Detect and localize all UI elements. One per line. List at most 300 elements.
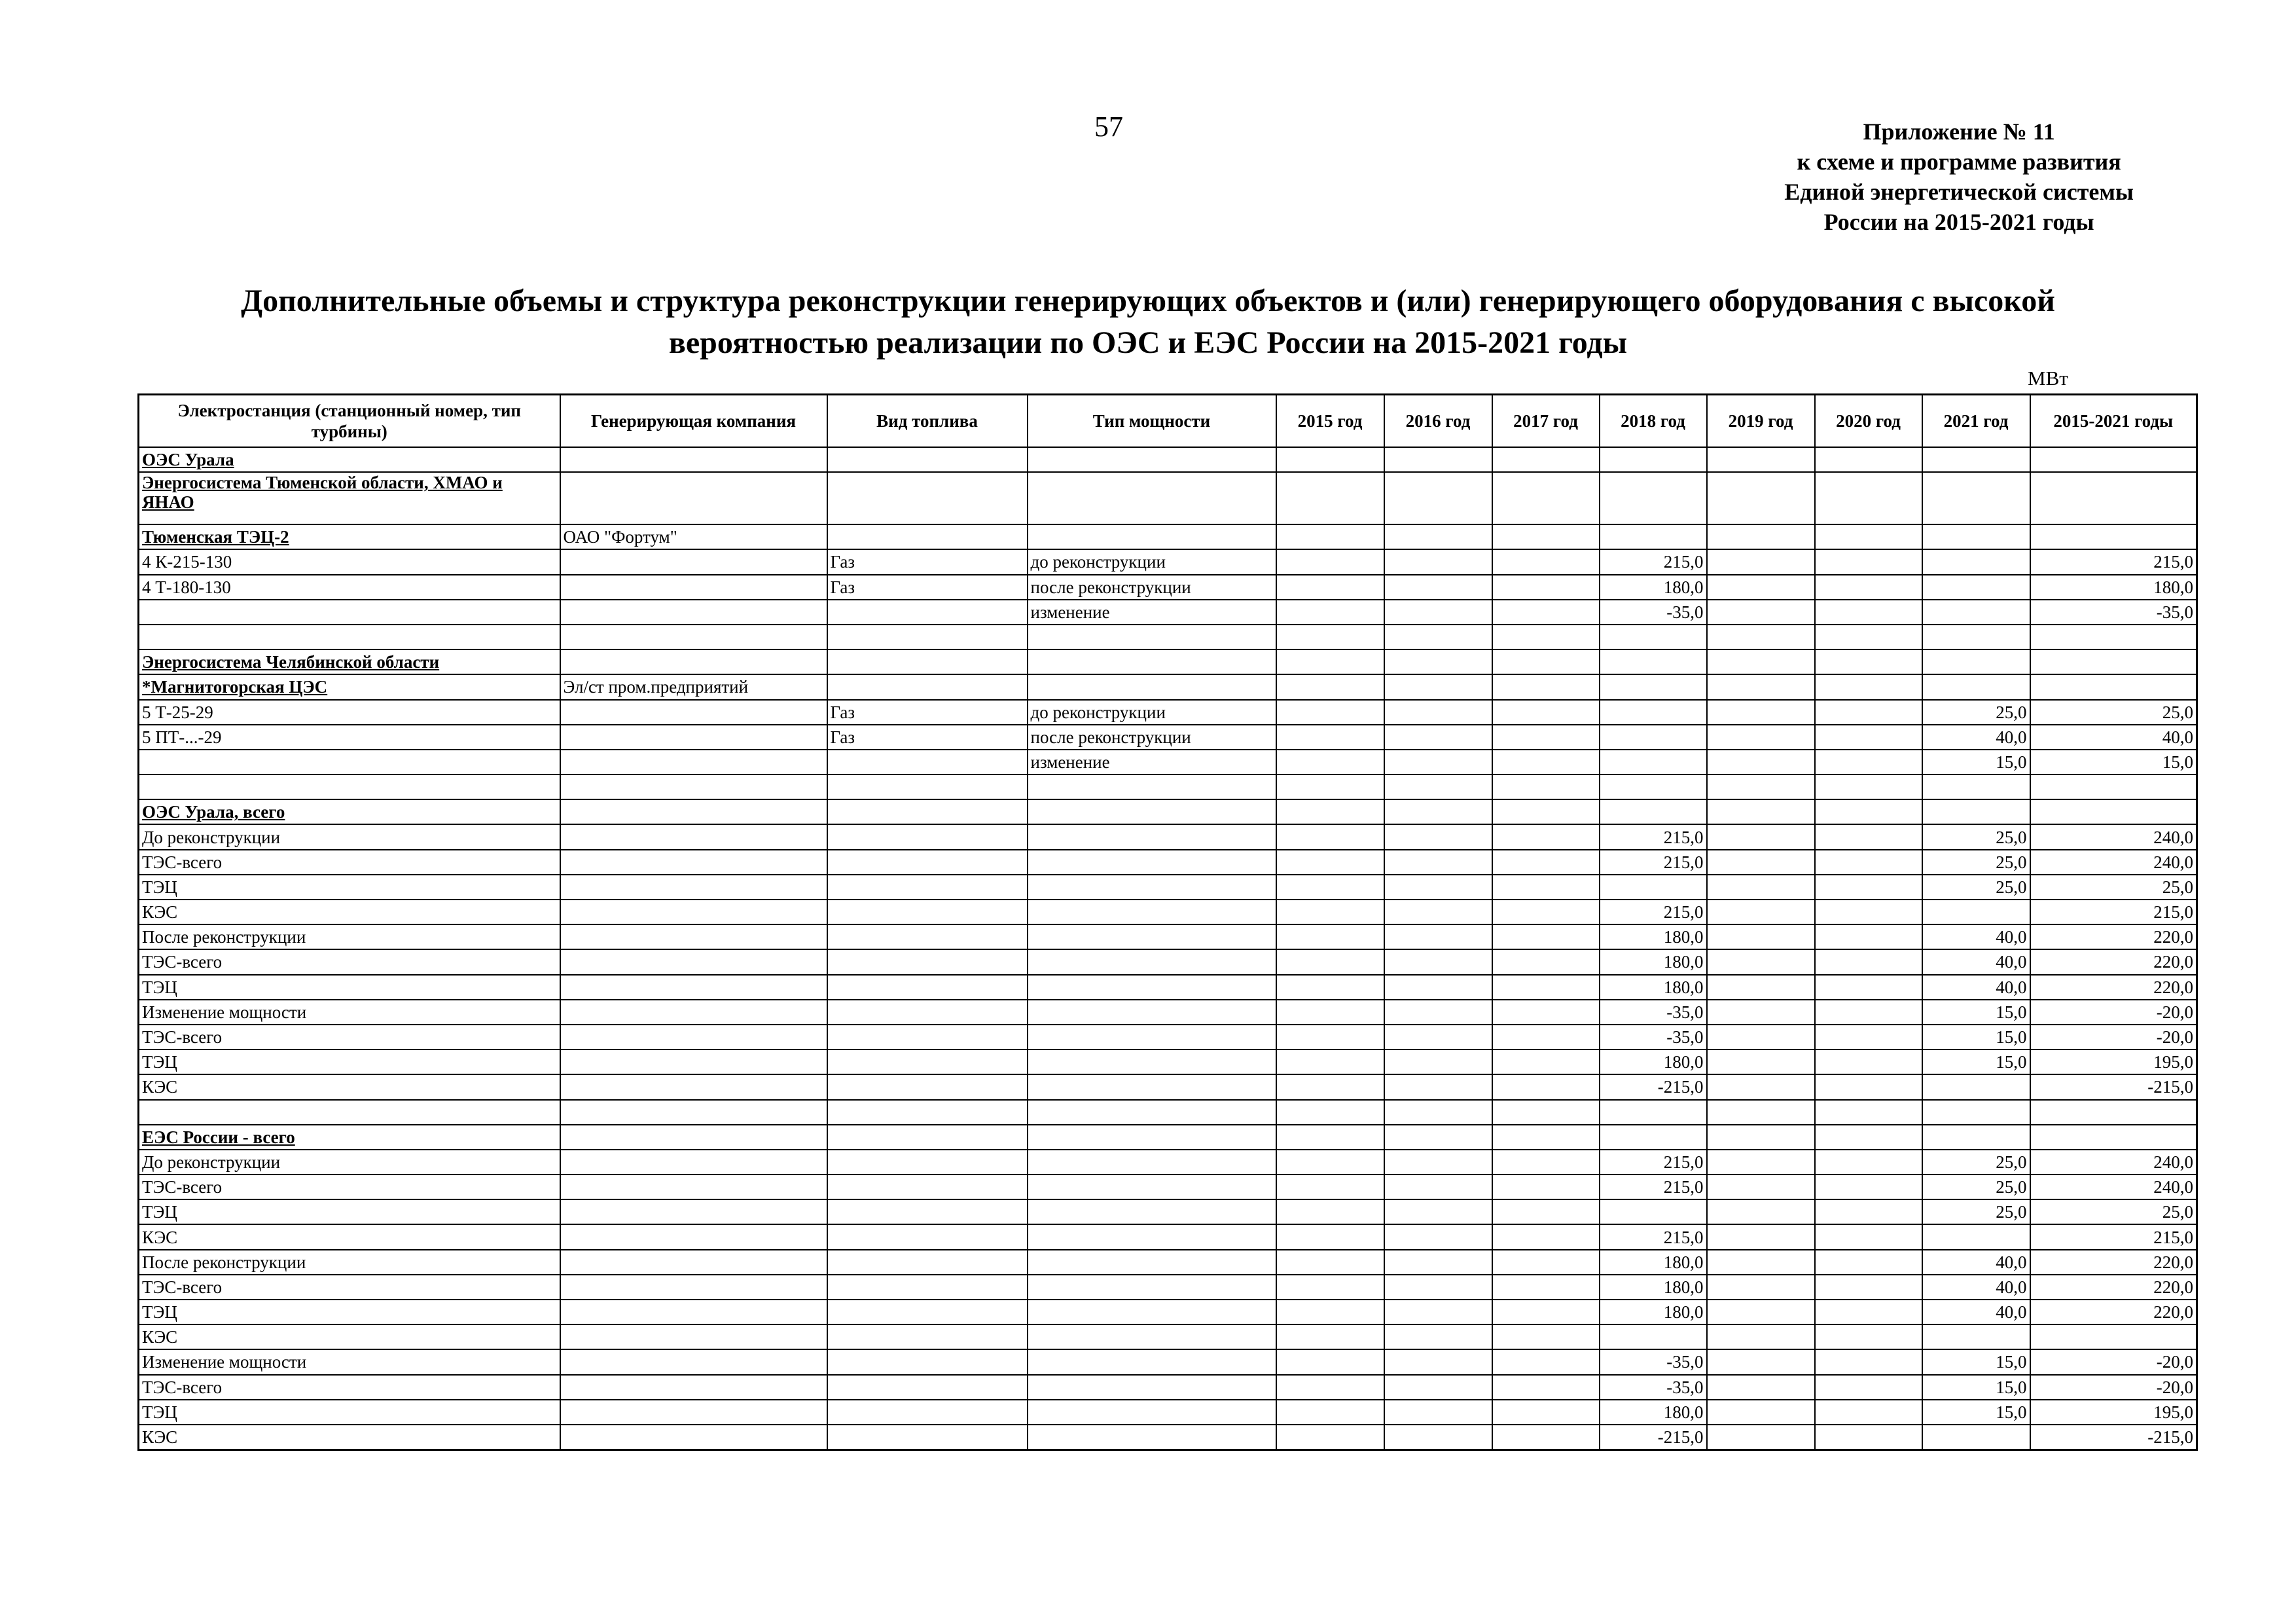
value-cell: 25,0: [1922, 1150, 2030, 1175]
value-cell: 215,0: [1600, 549, 1707, 574]
table-row: [139, 1199, 2197, 1224]
value-cell: [1707, 1400, 1815, 1425]
text-cell: изменение: [1028, 750, 1276, 775]
text-cell: [1028, 1275, 1276, 1300]
station-cell: Изменение мощности: [139, 1349, 560, 1374]
value-cell: 220,0: [2030, 949, 2197, 974]
value-cell: [1492, 750, 1600, 775]
station-cell: [139, 600, 560, 625]
text-cell: [827, 625, 1028, 649]
value-cell: [2030, 524, 2197, 549]
value-cell: 240,0: [2030, 1175, 2197, 1199]
station-cell: ТЭЦ: [139, 975, 560, 1000]
value-cell: -35,0: [2030, 600, 2197, 625]
value-cell: [1384, 1250, 1492, 1275]
value-cell: [1276, 1300, 1384, 1324]
text-cell: [827, 1224, 1028, 1249]
value-cell: [2030, 775, 2197, 799]
value-cell: [2030, 1125, 2197, 1150]
table-row: [139, 1250, 2197, 1275]
value-cell: [1492, 850, 1600, 875]
value-cell: [1492, 1000, 1600, 1025]
value-cell: [1815, 1275, 1922, 1300]
value-cell: [1815, 824, 1922, 849]
table-row: [139, 1000, 2197, 1025]
value-cell: [1384, 875, 1492, 900]
value-cell: [1600, 1199, 1707, 1224]
value-cell: 215,0: [1600, 1224, 1707, 1249]
value-cell: 195,0: [2030, 1400, 2197, 1425]
value-cell: 15,0: [1922, 1025, 2030, 1049]
value-cell: 220,0: [2030, 1300, 2197, 1324]
value-cell: [1600, 725, 1707, 750]
table-row: [139, 1175, 2197, 1199]
value-cell: [1384, 1150, 1492, 1175]
text-cell: [560, 1100, 827, 1125]
value-cell: 180,0: [1600, 1049, 1707, 1074]
value-cell: [1384, 1100, 1492, 1125]
text-cell: [827, 1000, 1028, 1025]
value-cell: [1600, 750, 1707, 775]
table-row: [139, 824, 2197, 849]
value-cell: 15,0: [1922, 1000, 2030, 1025]
value-cell: [1384, 924, 1492, 949]
value-cell: [1815, 1175, 1922, 1199]
text-cell: [1028, 1300, 1276, 1324]
table-row: [139, 1049, 2197, 1074]
value-cell: 40,0: [1922, 1250, 2030, 1275]
value-cell: [1276, 1275, 1384, 1300]
value-cell: [1600, 649, 1707, 674]
value-cell: [1276, 549, 1384, 574]
value-cell: -35,0: [1600, 1349, 1707, 1374]
table-row: [139, 674, 2197, 699]
value-cell: [1276, 625, 1384, 649]
text-cell: [560, 875, 827, 900]
value-cell: [1492, 700, 1600, 725]
station-cell: [139, 1100, 560, 1125]
text-cell: после реконструкции: [1028, 575, 1276, 600]
text-cell: [1028, 799, 1276, 824]
table-row: [139, 625, 2197, 649]
value-cell: [2030, 472, 2197, 524]
text-cell: [560, 1175, 827, 1199]
value-cell: 180,0: [1600, 1300, 1707, 1324]
value-cell: [1276, 1125, 1384, 1150]
station-cell: Энергосистема Челябинской области: [139, 649, 560, 674]
value-cell: [1707, 949, 1815, 974]
text-cell: Газ: [827, 700, 1028, 725]
value-cell: [2030, 625, 2197, 649]
value-cell: [1384, 472, 1492, 524]
table-row: [139, 725, 2197, 750]
value-cell: 25,0: [1922, 824, 2030, 849]
value-cell: [1922, 600, 2030, 625]
value-cell: [1492, 875, 1600, 900]
value-cell: [2030, 674, 2197, 699]
value-cell: 215,0: [2030, 549, 2197, 574]
value-cell: 180,0: [1600, 949, 1707, 974]
column-header: Тип мощности: [1028, 395, 1276, 448]
value-cell: -35,0: [1600, 600, 1707, 625]
value-cell: [1492, 1250, 1600, 1275]
value-cell: [1492, 900, 1600, 924]
value-cell: [1815, 1400, 1922, 1425]
value-cell: [1276, 1400, 1384, 1425]
text-cell: [560, 924, 827, 949]
value-cell: [1922, 674, 2030, 699]
value-cell: [1922, 1425, 2030, 1450]
value-cell: [1707, 1425, 1815, 1450]
value-cell: [2030, 799, 2197, 824]
value-cell: [1815, 447, 1922, 472]
text-cell: [1028, 625, 1276, 649]
value-cell: 180,0: [1600, 975, 1707, 1000]
text-cell: [560, 700, 827, 725]
station-cell: КЭС: [139, 1074, 560, 1099]
value-cell: [1384, 1175, 1492, 1199]
value-cell: [1707, 1049, 1815, 1074]
text-cell: [1028, 1375, 1276, 1400]
value-cell: 40,0: [1922, 975, 2030, 1000]
table-row: [139, 1100, 2197, 1125]
value-cell: [1276, 1000, 1384, 1025]
text-cell: [827, 799, 1028, 824]
value-cell: [1492, 549, 1600, 574]
value-cell: 40,0: [1922, 924, 2030, 949]
value-cell: [1707, 750, 1815, 775]
value-cell: [1922, 1074, 2030, 1099]
table-row: [139, 1275, 2197, 1300]
column-header: 2015 год: [1276, 395, 1384, 448]
table-row: [139, 1300, 2197, 1324]
value-cell: [1707, 775, 1815, 799]
station-cell: ТЭС-всего: [139, 1375, 560, 1400]
text-cell: [560, 725, 827, 750]
value-cell: -20,0: [2030, 1375, 2197, 1400]
value-cell: [1815, 472, 1922, 524]
value-cell: [1815, 1300, 1922, 1324]
document-title: [196, 280, 2100, 364]
station-cell: 5 Т-25-29: [139, 700, 560, 725]
value-cell: [1600, 1125, 1707, 1150]
value-cell: [1922, 799, 2030, 824]
value-cell: [1492, 447, 1600, 472]
text-cell: Газ: [827, 549, 1028, 574]
value-cell: 220,0: [2030, 1275, 2197, 1300]
value-cell: [1922, 1125, 2030, 1150]
text-cell: [827, 1150, 1028, 1175]
text-cell: Эл/ст пром.предприятий: [560, 674, 827, 699]
value-cell: [1815, 700, 1922, 725]
text-cell: [1028, 1250, 1276, 1275]
text-cell: [827, 1250, 1028, 1275]
value-cell: [1492, 1199, 1600, 1224]
value-cell: [1707, 1324, 1815, 1349]
value-cell: [1815, 1049, 1922, 1074]
text-cell: [827, 1175, 1028, 1199]
table-header-row: [139, 395, 2197, 448]
value-cell: [1815, 1199, 1922, 1224]
value-cell: [1600, 625, 1707, 649]
text-cell: [827, 524, 1028, 549]
text-cell: [560, 1125, 827, 1150]
value-cell: 40,0: [1922, 1300, 2030, 1324]
value-cell: [1922, 447, 2030, 472]
value-cell: [1384, 1324, 1492, 1349]
value-cell: 215,0: [1600, 1150, 1707, 1175]
value-cell: [1276, 949, 1384, 974]
value-cell: [1384, 1074, 1492, 1099]
text-cell: [1028, 1000, 1276, 1025]
value-cell: [1707, 875, 1815, 900]
text-cell: [560, 649, 827, 674]
value-cell: [1492, 674, 1600, 699]
text-cell: [560, 1074, 827, 1099]
value-cell: [1276, 850, 1384, 875]
value-cell: [1492, 625, 1600, 649]
value-cell: 25,0: [2030, 700, 2197, 725]
value-cell: [1276, 700, 1384, 725]
value-cell: -215,0: [2030, 1425, 2197, 1450]
value-cell: [1384, 1049, 1492, 1074]
table-row: [139, 524, 2197, 549]
value-cell: -35,0: [1600, 1375, 1707, 1400]
value-cell: [1815, 1324, 1922, 1349]
text-cell: [827, 875, 1028, 900]
value-cell: 215,0: [1600, 1175, 1707, 1199]
value-cell: [1492, 1224, 1600, 1249]
value-cell: [1815, 524, 1922, 549]
text-cell: [827, 600, 1028, 625]
station-cell: ТЭС-всего: [139, 1025, 560, 1049]
value-cell: [1492, 824, 1600, 849]
station-cell: КЭС: [139, 900, 560, 924]
table-row: [139, 875, 2197, 900]
value-cell: 15,0: [1922, 1400, 2030, 1425]
value-cell: [1492, 1074, 1600, 1099]
value-cell: [1815, 975, 1922, 1000]
value-cell: [1707, 1000, 1815, 1025]
value-cell: [1815, 549, 1922, 574]
column-header: 2020 год: [1815, 395, 1922, 448]
text-cell: ОАО "Фортум": [560, 524, 827, 549]
value-cell: [1384, 575, 1492, 600]
text-cell: до реконструкции: [1028, 549, 1276, 574]
value-cell: [1707, 625, 1815, 649]
value-cell: 40,0: [1922, 725, 2030, 750]
value-cell: [1707, 700, 1815, 725]
value-cell: [1276, 725, 1384, 750]
value-cell: [1276, 447, 1384, 472]
value-cell: [1492, 1349, 1600, 1374]
text-cell: [560, 949, 827, 974]
value-cell: [1276, 1199, 1384, 1224]
station-cell: После реконструкции: [139, 1250, 560, 1275]
value-cell: [1492, 649, 1600, 674]
value-cell: [1384, 1275, 1492, 1300]
text-cell: [560, 1375, 827, 1400]
value-cell: [1922, 775, 2030, 799]
station-cell: ОЭС Урала: [139, 447, 560, 472]
value-cell: [1384, 1425, 1492, 1450]
value-cell: 215,0: [1600, 850, 1707, 875]
value-cell: [1276, 1175, 1384, 1199]
value-cell: [1384, 700, 1492, 725]
station-cell: ТЭЦ: [139, 1199, 560, 1224]
text-cell: [560, 975, 827, 1000]
value-cell: [1707, 524, 1815, 549]
value-cell: 25,0: [1922, 875, 2030, 900]
text-cell: [1028, 1025, 1276, 1049]
value-cell: 220,0: [2030, 1250, 2197, 1275]
value-cell: [1922, 575, 2030, 600]
value-cell: 25,0: [2030, 875, 2197, 900]
table-row: [139, 649, 2197, 674]
text-cell: [560, 900, 827, 924]
text-cell: [1028, 674, 1276, 699]
text-cell: [827, 1375, 1028, 1400]
column-header: 2021 год: [1922, 395, 2030, 448]
table-row: [139, 1025, 2197, 1049]
value-cell: [1276, 1224, 1384, 1249]
value-cell: 25,0: [1922, 1199, 2030, 1224]
text-cell: [560, 447, 827, 472]
value-cell: [1815, 649, 1922, 674]
value-cell: [1707, 1199, 1815, 1224]
text-cell: [827, 1300, 1028, 1324]
value-cell: [1600, 799, 1707, 824]
text-cell: [1028, 1125, 1276, 1150]
text-cell: Газ: [827, 725, 1028, 750]
text-cell: [1028, 1425, 1276, 1450]
station-cell: ТЭС-всего: [139, 850, 560, 875]
value-cell: [1707, 1100, 1815, 1125]
value-cell: [1815, 674, 1922, 699]
value-cell: [1276, 900, 1384, 924]
text-cell: [827, 1125, 1028, 1150]
value-cell: [1707, 850, 1815, 875]
text-cell: [560, 1025, 827, 1049]
value-cell: [1276, 575, 1384, 600]
value-cell: 15,0: [1922, 1049, 2030, 1074]
text-cell: [827, 924, 1028, 949]
text-cell: [1028, 1150, 1276, 1175]
value-cell: [1707, 1125, 1815, 1150]
value-cell: [1922, 472, 2030, 524]
value-cell: -215,0: [1600, 1425, 1707, 1450]
value-cell: [1707, 824, 1815, 849]
text-cell: [560, 1300, 827, 1324]
station-cell: ОЭС Урала, всего: [139, 799, 560, 824]
value-cell: [1707, 725, 1815, 750]
text-cell: [560, 775, 827, 799]
value-cell: -20,0: [2030, 1025, 2197, 1049]
value-cell: [1815, 1224, 1922, 1249]
value-cell: [1492, 1300, 1600, 1324]
value-cell: 215,0: [1600, 824, 1707, 849]
appendix-line: к схеме и программе развития: [1797, 149, 2121, 175]
value-cell: [1384, 674, 1492, 699]
text-cell: до реконструкции: [1028, 700, 1276, 725]
value-cell: 15,0: [2030, 750, 2197, 775]
value-cell: [1276, 1074, 1384, 1099]
value-cell: [1600, 775, 1707, 799]
station-cell: ТЭЦ: [139, 1049, 560, 1074]
value-cell: [1815, 1375, 1922, 1400]
value-cell: 240,0: [2030, 1150, 2197, 1175]
value-cell: [1707, 472, 1815, 524]
text-cell: [1028, 975, 1276, 1000]
text-cell: [827, 1049, 1028, 1074]
value-cell: [1384, 775, 1492, 799]
value-cell: [1492, 975, 1600, 1000]
value-cell: [1707, 1375, 1815, 1400]
page-number: 57: [1094, 111, 1123, 143]
value-cell: [1707, 447, 1815, 472]
column-header: Электростанция (станционный номер, тип турбины): [139, 395, 560, 448]
value-cell: -20,0: [2030, 1000, 2197, 1025]
value-cell: [1276, 799, 1384, 824]
value-cell: [1815, 850, 1922, 875]
text-cell: [1028, 775, 1276, 799]
value-cell: 25,0: [1922, 850, 2030, 875]
value-cell: 195,0: [2030, 1049, 2197, 1074]
station-cell: ТЭЦ: [139, 1300, 560, 1324]
text-cell: [1028, 850, 1276, 875]
text-cell: [827, 1349, 1028, 1374]
table-row: [139, 949, 2197, 974]
value-cell: [1707, 600, 1815, 625]
value-cell: [1707, 900, 1815, 924]
value-cell: [1384, 1375, 1492, 1400]
text-cell: [560, 1250, 827, 1275]
value-cell: [1707, 924, 1815, 949]
value-cell: -20,0: [2030, 1349, 2197, 1374]
value-cell: [1707, 575, 1815, 600]
text-cell: [560, 850, 827, 875]
value-cell: [1492, 949, 1600, 974]
value-cell: 15,0: [1922, 1349, 2030, 1374]
value-cell: [1600, 875, 1707, 900]
value-cell: [1384, 850, 1492, 875]
station-cell: ТЭЦ: [139, 875, 560, 900]
text-cell: [560, 1049, 827, 1074]
value-cell: [1707, 549, 1815, 574]
value-cell: [2030, 447, 2197, 472]
text-cell: [560, 575, 827, 600]
value-cell: [1815, 900, 1922, 924]
value-cell: [1707, 1275, 1815, 1300]
text-cell: [827, 750, 1028, 775]
table-row: [139, 575, 2197, 600]
text-cell: [560, 799, 827, 824]
table-row: [139, 700, 2197, 725]
reconstruction-table: [137, 393, 2198, 1451]
value-cell: [1384, 750, 1492, 775]
appendix-line: России на 2015-2021 годы: [1823, 209, 2094, 235]
value-cell: [1815, 1000, 1922, 1025]
value-cell: 240,0: [2030, 850, 2197, 875]
text-cell: [1028, 1349, 1276, 1374]
value-cell: [1707, 799, 1815, 824]
value-cell: [1384, 600, 1492, 625]
text-cell: [827, 1425, 1028, 1450]
value-cell: 180,0: [1600, 575, 1707, 600]
value-cell: [1492, 1425, 1600, 1450]
value-cell: [1492, 1400, 1600, 1425]
station-cell: КЭС: [139, 1324, 560, 1349]
